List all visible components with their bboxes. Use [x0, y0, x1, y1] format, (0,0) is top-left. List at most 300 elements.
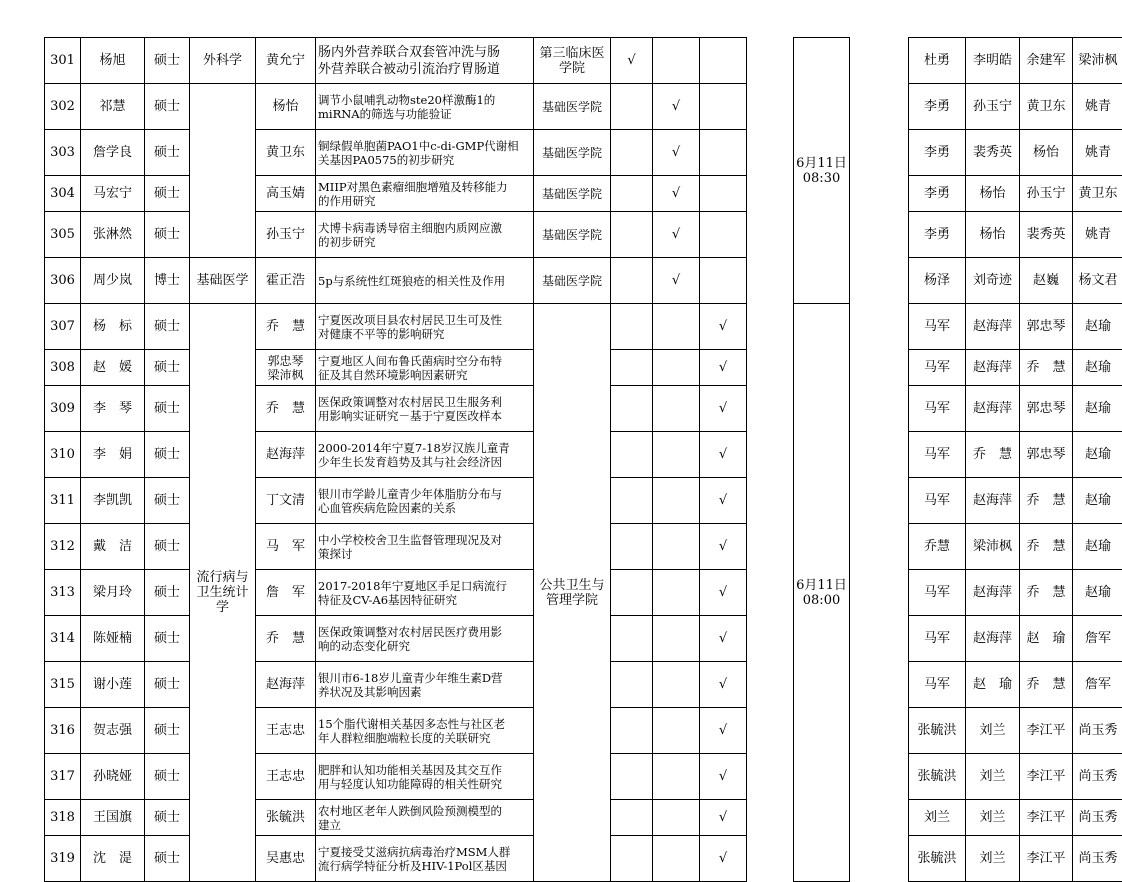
cell-committee-member-3: 乔 慧 [1020, 570, 1073, 616]
cell-number: 311 [45, 478, 81, 524]
cell-number: 313 [45, 570, 81, 616]
cell-student-name: 周少岚 [81, 258, 145, 304]
thesis-title-line-2: miRNA的筛选与功能验证 [318, 107, 531, 121]
cell-degree: 硕士 [145, 800, 190, 836]
cell-student-name: 杨 标 [81, 304, 145, 350]
cell-check-3: √ [700, 836, 747, 882]
cell-blank [747, 130, 794, 176]
cell-committee-member-4: 詹军 [1073, 662, 1122, 708]
cell-supervisor: 黄允宁 [256, 38, 316, 84]
cell-thesis-title [316, 478, 534, 524]
cell-number: 301 [45, 38, 81, 84]
cell-check-3 [700, 38, 747, 84]
cell-committee-member-4: 黄卫东 [1073, 176, 1122, 212]
cell-number: 306 [45, 258, 81, 304]
defense-time-line: 08:30 [794, 171, 849, 186]
cell-supervisor: 王志忠 [256, 708, 316, 754]
cell-blank [747, 386, 794, 432]
cell-supervisor: 孙玉宁 [256, 212, 316, 258]
cell-committee-member-1: 马军 [909, 350, 966, 386]
cell-committee-member-2: 赵海萍 [966, 478, 1020, 524]
cell-blank [747, 478, 794, 524]
cell-committee-member-3: 郭忠琴 [1020, 432, 1073, 478]
thesis-title-line-2: 用与轻度认知功能障碍的相关性研究 [318, 777, 531, 791]
cell-major: 基础医学 [190, 258, 256, 304]
cell-thesis-title [316, 524, 534, 570]
cell-blank [747, 570, 794, 616]
thesis-title-line-1: MIIP对黑色素瘤细胞增殖及转移能力 [318, 180, 531, 194]
cell-supervisor: 乔 慧 [256, 304, 316, 350]
cell-check-3 [700, 212, 747, 258]
cell-committee-member-2: 刘奇迹 [966, 258, 1020, 304]
cell-degree: 硕士 [145, 524, 190, 570]
cell-blank [747, 258, 794, 304]
cell-supervisor: 霍正浩 [256, 258, 316, 304]
cell-thesis-title [316, 130, 534, 176]
cell-number: 317 [45, 754, 81, 800]
cell-check-1 [611, 570, 653, 616]
cell-check-3 [700, 258, 747, 304]
cell-defense-time [794, 38, 850, 304]
cell-committee-member-1: 张毓洪 [909, 754, 966, 800]
cell-committee-member-2: 赵海萍 [966, 570, 1020, 616]
cell-blank [850, 432, 909, 478]
cell-blank [850, 708, 909, 754]
cell-school: 基础医学院 [534, 212, 611, 258]
table-row [45, 258, 1122, 304]
thesis-title-line-1: 中小学校校舍卫生监督管理现况及对 [318, 533, 531, 547]
cell-blank [747, 836, 794, 882]
cell-check-3: √ [700, 432, 747, 478]
cell-supervisor: 乔 慧 [256, 386, 316, 432]
cell-check-2 [653, 350, 700, 386]
cell-supervisor: 杨怡 [256, 84, 316, 130]
cell-thesis-title [316, 662, 534, 708]
cell-check-3: √ [700, 616, 747, 662]
cell-committee-member-4: 赵瑜 [1073, 304, 1122, 350]
cell-number: 312 [45, 524, 81, 570]
cell-check-3: √ [700, 570, 747, 616]
cell-committee-member-1: 李勇 [909, 130, 966, 176]
cell-student-name: 李 娟 [81, 432, 145, 478]
cell-degree: 硕士 [145, 350, 190, 386]
cell-committee-member-1: 李勇 [909, 84, 966, 130]
cell-check-2: √ [653, 84, 700, 130]
cell-number: 309 [45, 386, 81, 432]
cell-student-name: 李凯凯 [81, 478, 145, 524]
cell-committee-member-3: 余建军 [1020, 38, 1073, 84]
cell-committee-member-2: 赵海萍 [966, 350, 1020, 386]
cell-student-name: 陈娅楠 [81, 616, 145, 662]
cell-committee-member-3: 乔 慧 [1020, 524, 1073, 570]
cell-check-3 [700, 130, 747, 176]
cell-supervisor: 丁文清 [256, 478, 316, 524]
cell-committee-member-1: 李勇 [909, 176, 966, 212]
cell-student-name: 王国旗 [81, 800, 145, 836]
cell-student-name: 祁慧 [81, 84, 145, 130]
cell-blank [747, 800, 794, 836]
cell-supervisor: 黄卫东 [256, 130, 316, 176]
cell-degree: 硕士 [145, 38, 190, 84]
cell-number: 308 [45, 350, 81, 386]
cell-check-2 [653, 800, 700, 836]
cell-check-1 [611, 616, 653, 662]
cell-check-1 [611, 84, 653, 130]
thesis-title-line-2: 建立 [318, 818, 531, 832]
cell-blank [747, 176, 794, 212]
thesis-title-line-2: 关基因PA0575的初步研究 [318, 153, 531, 167]
thesis-title-line-1: 肥胖和认知功能相关基因及其交互作 [318, 763, 531, 777]
cell-check-3: √ [700, 708, 747, 754]
thesis-title-line-2: 用影响实证研究－基于宁夏医改样本 [318, 409, 531, 423]
cell-degree: 硕士 [145, 432, 190, 478]
cell-check-2 [653, 432, 700, 478]
cell-student-name: 张淋然 [81, 212, 145, 258]
cell-check-2 [653, 524, 700, 570]
cell-supervisor: 赵海萍 [256, 662, 316, 708]
thesis-title-line-1: 医保政策调整对农村居民卫生服务利 [318, 395, 531, 409]
cell-committee-member-2: 赵 瑜 [966, 662, 1020, 708]
cell-check-2: √ [653, 258, 700, 304]
thesis-title-line-2: 养状况及其影响因素 [318, 685, 531, 699]
cell-degree: 博士 [145, 258, 190, 304]
cell-committee-member-2: 乔 慧 [966, 432, 1020, 478]
cell-committee-member-4: 詹军 [1073, 616, 1122, 662]
cell-blank [747, 212, 794, 258]
cell-check-1 [611, 478, 653, 524]
cell-student-name: 孙晓娅 [81, 754, 145, 800]
thesis-title-line-1: 15个脂代谢相关基因多态性与社区老 [318, 717, 531, 731]
cell-blank [850, 258, 909, 304]
cell-check-2 [653, 38, 700, 84]
cell-supervisor [256, 350, 316, 386]
cell-committee-member-2: 裴秀英 [966, 130, 1020, 176]
cell-blank [747, 708, 794, 754]
cell-committee-member-1: 马军 [909, 570, 966, 616]
supervisor-name-line: 梁沛枫 [256, 368, 315, 382]
cell-committee-member-4: 赵瑜 [1073, 570, 1122, 616]
thesis-title-line-2: 年人群粒细胞端粒长度的关联研究 [318, 731, 531, 745]
cell-thesis-title [316, 386, 534, 432]
cell-blank [747, 38, 794, 84]
cell-number: 304 [45, 176, 81, 212]
cell-student-name: 杨旭 [81, 38, 145, 84]
cell-school: 基础医学院 [534, 84, 611, 130]
thesis-title-line-2: 征及其自然环境影响因素研究 [318, 368, 531, 382]
cell-committee-member-4: 赵瑜 [1073, 524, 1122, 570]
cell-check-3: √ [700, 800, 747, 836]
thesis-title-line-2: 流行病学特征分析及HIV-1Pol区基因 [318, 859, 531, 873]
cell-committee-member-1: 乔慧 [909, 524, 966, 570]
cell-thesis-title [316, 800, 534, 836]
thesis-title-line-2: 少年生长发育趋势及其与社会经济因 [318, 455, 531, 469]
cell-committee-member-1: 杨泽 [909, 258, 966, 304]
cell-blank [850, 836, 909, 882]
cell-committee-member-3: 黄卫东 [1020, 84, 1073, 130]
cell-thesis-title [316, 616, 534, 662]
cell-check-1 [611, 708, 653, 754]
cell-number: 310 [45, 432, 81, 478]
cell-committee-member-1: 马军 [909, 386, 966, 432]
cell-check-3: √ [700, 524, 747, 570]
cell-blank [850, 386, 909, 432]
thesis-title-line-1: 宁夏地区人间布鲁氏菌病时空分布特 [318, 354, 531, 368]
table-row [45, 304, 1122, 350]
cell-committee-member-2: 梁沛枫 [966, 524, 1020, 570]
cell-check-3: √ [700, 350, 747, 386]
cell-committee-member-2: 赵海萍 [966, 386, 1020, 432]
cell-blank [850, 304, 909, 350]
cell-check-2 [653, 836, 700, 882]
thesis-title-line-2: 策探讨 [318, 547, 531, 561]
thesis-title-line-2: 特征及CV-A6基因特征研究 [318, 593, 531, 607]
thesis-title-line-2: 心血管疾病危险因素的关系 [318, 501, 531, 515]
cell-committee-member-3: 李江平 [1020, 754, 1073, 800]
thesis-title-line-1: 犬博卡病毒诱导宿主细胞内质网应激 [318, 221, 531, 235]
cell-committee-member-4: 赵瑜 [1073, 478, 1122, 524]
supervisor-name-line: 郭忠琴 [256, 354, 315, 368]
cell-committee-member-3: 赵 瑜 [1020, 616, 1073, 662]
cell-committee-member-2: 杨怡 [966, 176, 1020, 212]
cell-check-3: √ [700, 478, 747, 524]
cell-blank [850, 130, 909, 176]
table-row [45, 38, 1122, 84]
cell-student-name: 谢小莲 [81, 662, 145, 708]
thesis-title-line-1: 肠内外营养联合双套管冲洗与肠 [318, 44, 531, 61]
cell-committee-member-4: 尚玉秀 [1073, 708, 1122, 754]
cell-check-1 [611, 212, 653, 258]
cell-supervisor: 吴惠忠 [256, 836, 316, 882]
cell-thesis-title [316, 350, 534, 386]
cell-number: 314 [45, 616, 81, 662]
cell-check-3: √ [700, 662, 747, 708]
cell-number: 307 [45, 304, 81, 350]
cell-supervisor: 高玉婧 [256, 176, 316, 212]
cell-student-name: 赵 媛 [81, 350, 145, 386]
cell-check-1 [611, 258, 653, 304]
cell-thesis-title [316, 432, 534, 478]
cell-committee-member-2: 杨怡 [966, 212, 1020, 258]
cell-committee-member-3: 李江平 [1020, 800, 1073, 836]
cell-committee-member-2: 赵海萍 [966, 304, 1020, 350]
cell-number: 318 [45, 800, 81, 836]
cell-check-1 [611, 130, 653, 176]
cell-supervisor: 詹 军 [256, 570, 316, 616]
cell-check-1 [611, 386, 653, 432]
cell-check-2: √ [653, 176, 700, 212]
cell-committee-member-4: 梁沛枫 [1073, 38, 1122, 84]
thesis-title-line-2: 的初步研究 [318, 235, 531, 249]
defense-schedule-table [44, 37, 1122, 882]
cell-school: 基础医学院 [534, 176, 611, 212]
cell-blank [850, 84, 909, 130]
cell-degree: 硕士 [145, 616, 190, 662]
thesis-title-line-2: 外营养联合被动引流治疗胃肠道 [318, 61, 531, 78]
cell-degree: 硕士 [145, 836, 190, 882]
cell-committee-member-1: 张毓洪 [909, 708, 966, 754]
cell-committee-member-1: 马军 [909, 616, 966, 662]
cell-supervisor: 赵海萍 [256, 432, 316, 478]
cell-check-3: √ [700, 754, 747, 800]
cell-student-name: 戴 洁 [81, 524, 145, 570]
cell-committee-member-3: 赵巍 [1020, 258, 1073, 304]
cell-committee-member-1: 马军 [909, 662, 966, 708]
cell-committee-member-4: 赵瑜 [1073, 432, 1122, 478]
cell-committee-member-1: 马军 [909, 432, 966, 478]
cell-degree: 硕士 [145, 130, 190, 176]
cell-school: 第三临床医学院 [534, 38, 611, 84]
cell-degree: 硕士 [145, 478, 190, 524]
cell-committee-member-4: 姚青 [1073, 212, 1122, 258]
thesis-title-line-1: 银川市6-18岁儿童青少年维生素D营 [318, 671, 531, 685]
cell-committee-member-4: 尚玉秀 [1073, 754, 1122, 800]
cell-major [190, 84, 256, 258]
cell-check-1 [611, 800, 653, 836]
defense-time-line: 6月11日 [794, 156, 849, 171]
cell-degree: 硕士 [145, 212, 190, 258]
cell-blank [747, 524, 794, 570]
cell-supervisor: 马 军 [256, 524, 316, 570]
cell-defense-time [794, 304, 850, 882]
cell-check-1 [611, 304, 653, 350]
cell-thesis-title [316, 570, 534, 616]
cell-committee-member-3: 乔 慧 [1020, 662, 1073, 708]
cell-committee-member-4: 尚玉秀 [1073, 800, 1122, 836]
cell-committee-member-1: 张毓洪 [909, 836, 966, 882]
cell-blank [850, 662, 909, 708]
cell-degree: 硕士 [145, 84, 190, 130]
cell-check-2 [653, 616, 700, 662]
cell-check-1: √ [611, 38, 653, 84]
cell-degree: 硕士 [145, 662, 190, 708]
cell-check-1 [611, 524, 653, 570]
cell-committee-member-2: 李明皓 [966, 38, 1020, 84]
cell-committee-member-2: 赵海萍 [966, 616, 1020, 662]
cell-degree: 硕士 [145, 386, 190, 432]
cell-degree: 硕士 [145, 754, 190, 800]
cell-check-2: √ [653, 212, 700, 258]
cell-supervisor: 张毓洪 [256, 800, 316, 836]
cell-student-name: 梁月玲 [81, 570, 145, 616]
cell-committee-member-2: 刘兰 [966, 800, 1020, 836]
thesis-title-line-1: 农村地区老年人跌倒风险预测模型的 [318, 804, 531, 818]
cell-committee-member-1: 杜勇 [909, 38, 966, 84]
cell-committee-member-1: 马军 [909, 304, 966, 350]
cell-committee-member-4: 杨文君 [1073, 258, 1122, 304]
cell-check-3 [700, 176, 747, 212]
cell-check-3: √ [700, 386, 747, 432]
cell-blank [747, 616, 794, 662]
cell-check-2 [653, 570, 700, 616]
cell-blank [747, 432, 794, 478]
thesis-title-line-1: 5p与系统性红斑狼疮的相关性及作用 [318, 274, 531, 288]
cell-degree: 硕士 [145, 304, 190, 350]
cell-committee-member-3: 郭忠琴 [1020, 386, 1073, 432]
thesis-title-line-1: 医保政策调整对农村居民医疗费用影 [318, 625, 531, 639]
thesis-title-line-1: 银川市学龄儿童青少年体脂肪分布与 [318, 487, 531, 501]
cell-school: 基础医学院 [534, 130, 611, 176]
cell-blank [850, 38, 909, 84]
cell-committee-member-2: 孙玉宁 [966, 84, 1020, 130]
cell-check-2 [653, 304, 700, 350]
cell-number: 303 [45, 130, 81, 176]
table-row [45, 84, 1122, 130]
cell-blank [747, 662, 794, 708]
cell-blank [747, 304, 794, 350]
cell-degree: 硕士 [145, 708, 190, 754]
cell-blank [850, 800, 909, 836]
thesis-title-line-1: 2000-2014年宁夏7-18岁汉族儿童青 [318, 441, 531, 455]
thesis-title-line-1: 2017-2018年宁夏地区手足口病流行 [318, 579, 531, 593]
cell-committee-member-3: 乔 慧 [1020, 350, 1073, 386]
cell-blank [747, 84, 794, 130]
thesis-title-line-1: 铜绿假单胞菌PAO1中c-di-GMP代谢相 [318, 139, 531, 153]
cell-number: 315 [45, 662, 81, 708]
thesis-title-line-2: 的作用研究 [318, 194, 531, 208]
cell-committee-member-3: 郭忠琴 [1020, 304, 1073, 350]
cell-committee-member-3: 杨怡 [1020, 130, 1073, 176]
cell-check-2 [653, 662, 700, 708]
cell-thesis-title [316, 176, 534, 212]
cell-committee-member-1: 刘兰 [909, 800, 966, 836]
cell-student-name: 贺志强 [81, 708, 145, 754]
cell-committee-member-4: 赵瑜 [1073, 350, 1122, 386]
cell-student-name: 李 琴 [81, 386, 145, 432]
cell-thesis-title [316, 38, 534, 84]
cell-thesis-title [316, 836, 534, 882]
thesis-title-line-1: 宁夏接受艾滋病抗病毒治疗MSM人群 [318, 845, 531, 859]
cell-thesis-title [316, 212, 534, 258]
cell-check-2 [653, 386, 700, 432]
defense-time-line: 08:00 [794, 593, 849, 608]
cell-student-name: 沈 湜 [81, 836, 145, 882]
cell-committee-member-4: 赵瑜 [1073, 386, 1122, 432]
cell-thesis-title [316, 304, 534, 350]
cell-check-1 [611, 432, 653, 478]
cell-check-3: √ [700, 304, 747, 350]
cell-student-name: 詹学良 [81, 130, 145, 176]
cell-committee-member-2: 刘兰 [966, 708, 1020, 754]
cell-committee-member-2: 刘兰 [966, 754, 1020, 800]
cell-thesis-title [316, 708, 534, 754]
thesis-title-line-1: 调节小鼠哺乳动物ste20样激酶1的 [318, 93, 531, 107]
cell-blank [747, 350, 794, 386]
cell-check-1 [611, 836, 653, 882]
cell-committee-member-3: 孙玉宁 [1020, 176, 1073, 212]
cell-committee-member-1: 李勇 [909, 212, 966, 258]
cell-thesis-title [316, 258, 534, 304]
cell-supervisor: 乔 慧 [256, 616, 316, 662]
cell-school: 基础医学院 [534, 258, 611, 304]
cell-number: 316 [45, 708, 81, 754]
thesis-title-line-2: 对健康不平等的影响研究 [318, 327, 531, 341]
cell-number: 319 [45, 836, 81, 882]
cell-committee-member-3: 李江平 [1020, 836, 1073, 882]
cell-check-1 [611, 662, 653, 708]
cell-number: 305 [45, 212, 81, 258]
cell-supervisor: 王志忠 [256, 754, 316, 800]
defense-time-line: 6月11日 [794, 578, 849, 593]
cell-committee-member-2: 刘兰 [966, 836, 1020, 882]
cell-check-2: √ [653, 130, 700, 176]
cell-committee-member-3: 李江平 [1020, 708, 1073, 754]
cell-check-1 [611, 350, 653, 386]
thesis-title-line-1: 宁夏医改项目县农村居民卫生可及性 [318, 313, 531, 327]
cell-blank [850, 212, 909, 258]
thesis-title-line-2: 响的动态变化研究 [318, 639, 531, 653]
cell-school: 公共卫生与管理学院 [534, 304, 611, 882]
cell-committee-member-4: 姚青 [1073, 84, 1122, 130]
